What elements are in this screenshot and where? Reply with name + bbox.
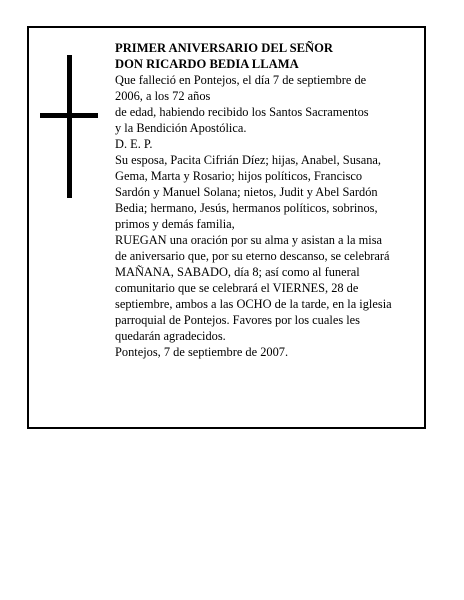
notice-body-line: septiembre, ambos a las OCHO de la tarde, en la iglesia (115, 297, 392, 311)
notice-rip-line: D. E. P. (115, 137, 153, 151)
notice-body-line: RUEGAN una oración por su alma y asistan a la misa (115, 233, 383, 247)
notice-body-line: Su esposa, Pacita Cifrián Díez; hijas, Anabel, Susana, (115, 153, 381, 167)
notice-body-line: MAÑANA, SABADO, día 8; así como al funeral (115, 265, 360, 279)
notice-body-line: Bedia; hermano, Jesús, hermanos políticos, sobrinos, (115, 201, 378, 215)
notice-heading-line-1: PRIMER ANIVERSARIO DEL SEÑOR (115, 41, 333, 55)
notice-body-line: Sardón y Manuel Solana; nietos, Judit y Abel Sardón (115, 185, 378, 199)
notice-body-line: Gema, Marta y Rosario; hijos políticos, Francisco (115, 169, 363, 183)
cross-horizontal-bar (40, 113, 98, 118)
latin-cross-icon (40, 55, 98, 198)
cross-vertical-bar (67, 55, 72, 198)
notice-body-line: Que falleció en Pontejos, el día 7 de septiembre de (115, 73, 367, 87)
notice-body-line: 2006, a los 72 años (115, 89, 211, 103)
notice-body-line: comunitario que se celebrará el VIERNES, 28 de (115, 281, 359, 295)
notice-body-line: parroquial de Pontejos. Favores por los cuales les (115, 313, 361, 327)
notice-date-line: Pontejos, 7 de septiembre de 2007. (115, 345, 289, 359)
notice-body-line: primos y demás familia, (115, 217, 235, 231)
notice-body-line: de aniversario que, por su eterno descanso, se celebrará (115, 249, 390, 263)
notice-body-line: quedarán agradecidos. (115, 329, 226, 343)
notice-text (115, 40, 425, 360)
notice-body-line: de edad, habiendo recibido los Santos Sacramentos (115, 105, 369, 119)
notice-body-line: y la Bendición Apostólica. (115, 121, 247, 135)
notice-heading-line-2: DON RICARDO BEDIA LLAMA (115, 57, 299, 71)
obituary-notice-frame (27, 26, 426, 429)
